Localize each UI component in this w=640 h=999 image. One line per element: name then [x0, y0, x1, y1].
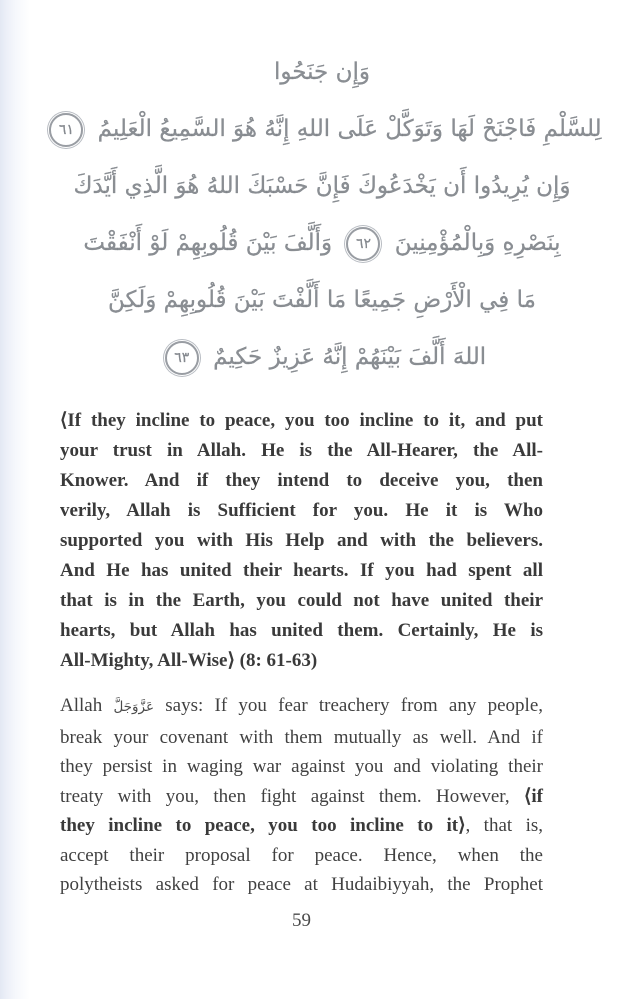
text-segment: treaty with you, then fight against them. However, [60, 785, 524, 807]
quran-line-3 [34, 158, 610, 215]
quran-line-text: مَا فِي الْأَرْضِ جَمِيعًا مَا أَلَّفْتَ بَيْنَ قُلُوبِهِمْ وَلَكِنَّ [108, 287, 536, 313]
page-number: 59 [292, 909, 311, 931]
text-segment: hearts, but Allah has united them. Certainly, He is [60, 620, 543, 641]
text-line [60, 436, 543, 466]
text-segment: All-Mighty, All-Wise⟩ (8: 61-63) [60, 650, 318, 671]
text-segment: polytheists asked for peace at Hudaibiyyah, the Prophet [60, 874, 543, 895]
text-line [60, 466, 543, 496]
quran-line-text: بِنَصْرِهِ وَبِالْمُؤْمِنِينَ [394, 230, 561, 256]
quran-line-5 [34, 272, 610, 329]
text-segment: they incline to peace, you too incline to it⟩ [60, 815, 466, 836]
text-line [60, 691, 543, 723]
allah-honorific-arabic: عَزَّوَجَلَّ [113, 699, 155, 715]
quran-line-text: وَأَلَّفَ بَيْنَ قُلُوبِهِمْ لَوْ أَنْفَقْتَ [83, 230, 333, 256]
quran-line-2 [34, 101, 610, 158]
text-segment: ⟨If they incline to peace, you too incline to it, and put [60, 410, 543, 431]
book-page [0, 44, 640, 999]
text-line [60, 811, 543, 841]
text-segment: accept their proposal for peace. Hence, when the [60, 844, 543, 866]
text-line [60, 782, 543, 812]
quran-line-6 [34, 329, 610, 386]
quran-line-text: لِلسَّلْمِ فَاجْنَحْ لَهَا وَتَوَكَّلْ عَلَى اللهِ إِنَّهُ هُوَ السَّمِيعُ الْعَلِيمُ [97, 116, 602, 142]
text-segment: your trust in Allah. He is the All-Hearer, the All- [60, 440, 543, 461]
text-line [60, 496, 543, 526]
text-line [60, 870, 543, 900]
text-segment: supported you with His Help and with the believers. [60, 530, 543, 551]
text-segment: break your covenant with them mutually as well. And if [60, 726, 543, 748]
text-line [60, 723, 543, 753]
verse-end-marker-63: ٦٣ [165, 341, 199, 375]
quran-line-text: وَإِن جَنَحُوا [274, 59, 370, 85]
quran-line-1 [34, 44, 610, 101]
text-line [60, 526, 543, 556]
quran-line-text: وَإِن يُرِيدُوا أَن يَخْدَعُوكَ فَإِنَّ حَسْبَكَ اللهُ هُوَ الَّذِي أَيَّدَكَ [73, 173, 571, 199]
quran-arabic-block [0, 44, 640, 386]
verse-end-marker-61: ٦١ [49, 113, 83, 147]
text-line [60, 616, 543, 646]
text-segment: says: If you fear treachery from any people, [154, 695, 543, 716]
text-line [60, 646, 543, 676]
text-segment: ⟨if [523, 785, 543, 807]
text-segment: Allah [60, 695, 114, 716]
text-line [60, 556, 543, 586]
quran-line-4 [34, 215, 610, 272]
translation-block [60, 406, 543, 676]
text-segment: , that is, [465, 815, 543, 836]
text-segment: verily, Allah is Sufficient for you. He it is Who [60, 500, 543, 521]
text-segment: Knower. And if they intend to deceive you, then [60, 470, 543, 491]
commentary-block [60, 691, 543, 900]
text-segment: And He has united their hearts. If you had spent all [60, 560, 543, 581]
verse-end-marker-62: ٦٢ [346, 227, 380, 261]
quran-line-text: اللهَ أَلَّفَ بَيْنَهُمْ إِنَّهُ عَزِيزٌ حَكِيمٌ [213, 344, 487, 370]
text-segment: they persist in waging war against you and violating their [60, 756, 543, 777]
text-line [60, 752, 543, 782]
text-line [60, 406, 543, 436]
text-line [60, 586, 543, 616]
text-segment: that is in the Earth, you could not have united their [60, 590, 543, 611]
text-line [60, 841, 543, 871]
